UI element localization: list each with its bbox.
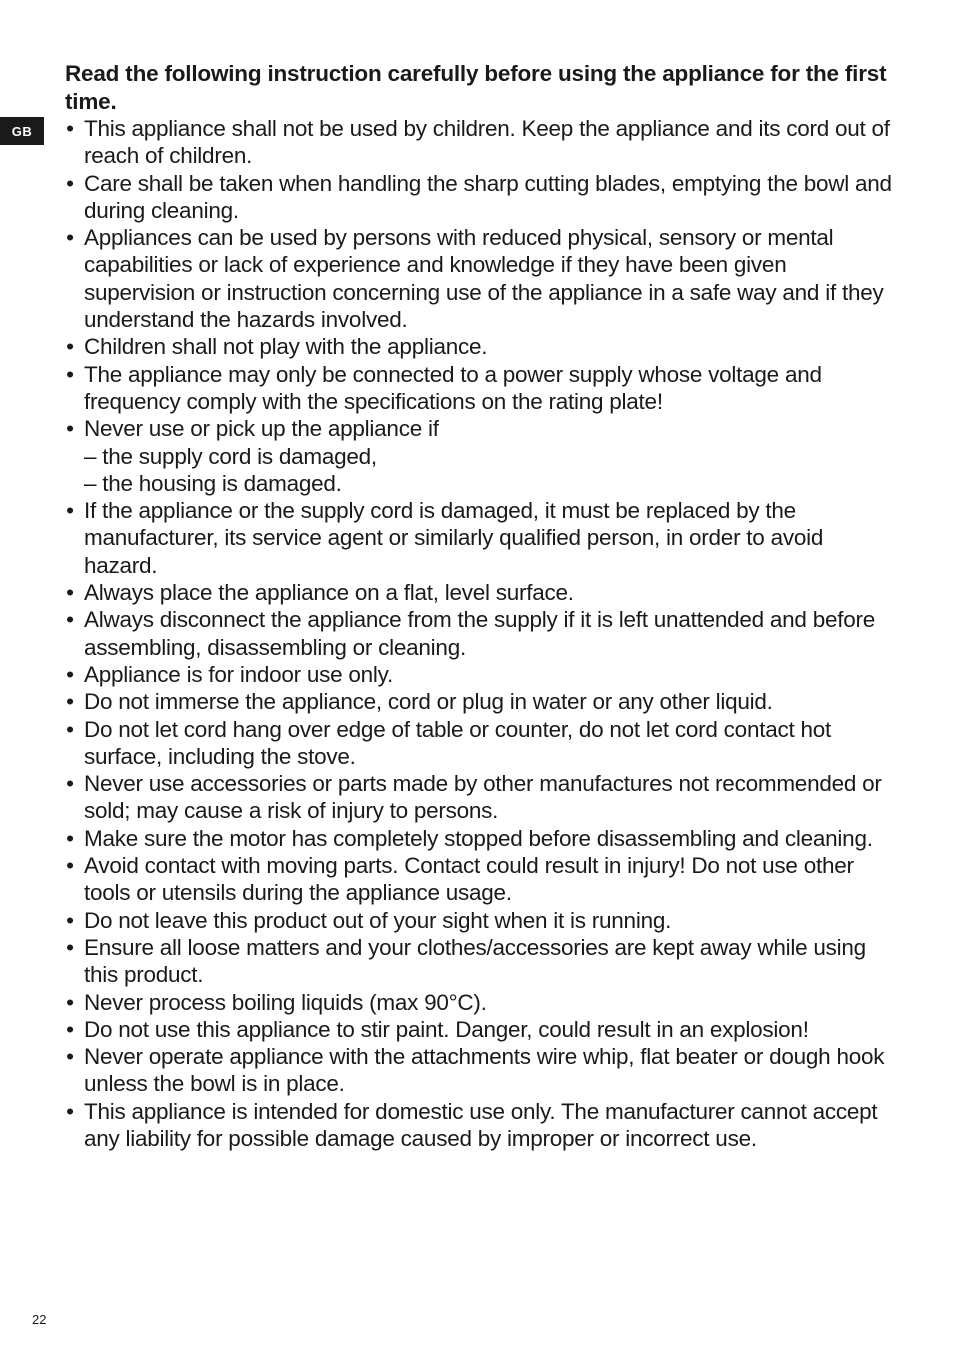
list-item bbox=[64, 852, 894, 907]
list-item-text: Never operate appliance with the attachments wire whip, flat beater or dough hook unless the bowl is in place. bbox=[84, 1044, 885, 1097]
list-item-text: Never process boiling liquids (max 90°C). bbox=[84, 989, 487, 1015]
bullet-icon: • bbox=[66, 934, 74, 960]
list-item-text: Do not immerse the appliance, cord or plug in water or any other liquid. bbox=[84, 689, 773, 715]
list-item bbox=[64, 170, 894, 225]
list-item-text: Appliance is for indoor use only. bbox=[84, 661, 394, 687]
list-item bbox=[64, 1098, 894, 1153]
page-number: 22 bbox=[32, 1312, 47, 1327]
list-item-text: Never use accessories or parts made by other manufactures not recommended or sold; may cause a risk of injury to persons. bbox=[84, 771, 882, 824]
instructions-section bbox=[64, 60, 894, 1152]
list-item-text: Do not leave this product out of your sight when it is running. bbox=[84, 907, 672, 933]
list-item bbox=[64, 333, 894, 360]
list-item bbox=[64, 661, 894, 688]
bullet-icon: • bbox=[66, 1016, 74, 1042]
bullet-icon: • bbox=[66, 771, 74, 797]
bullet-icon: • bbox=[66, 989, 74, 1015]
bullet-icon: • bbox=[66, 361, 74, 387]
list-item bbox=[64, 688, 894, 715]
list-item bbox=[64, 1016, 894, 1043]
safety-instructions-list bbox=[64, 115, 894, 1152]
list-item bbox=[64, 579, 894, 606]
bullet-icon: • bbox=[66, 334, 74, 360]
bullet-icon: • bbox=[66, 116, 74, 141]
list-item-text: Appliances can be used by persons with reduced physical, sensory or mental capabilities or lack of experience and knowledge if they have been given supervision or instruction concerning use of the appliance in a safe way and if they understand the hazards involved. bbox=[84, 225, 884, 333]
list-item-text: Care shall be taken when handling the sharp cutting blades, emptying the bowl and during cleaning. bbox=[84, 170, 892, 223]
list-item bbox=[64, 606, 894, 661]
bullet-icon: • bbox=[66, 170, 74, 196]
language-tab: GB bbox=[0, 117, 44, 145]
list-item bbox=[64, 716, 894, 771]
list-item-text: Always place the appliance on a flat, level surface. bbox=[84, 580, 574, 606]
bullet-icon: • bbox=[66, 661, 74, 687]
bullet-icon: • bbox=[66, 580, 74, 606]
bullet-icon: • bbox=[66, 689, 74, 715]
list-item-text: This appliance shall not be used by children. Keep the appliance and its cord out of reach of children. bbox=[84, 116, 890, 169]
list-item bbox=[64, 497, 894, 579]
list-item bbox=[64, 415, 894, 497]
bullet-icon: • bbox=[66, 225, 74, 251]
list-sub-item: – the housing is damaged. bbox=[84, 470, 342, 496]
list-item-text: Do not use this appliance to stir paint. Danger, could result in an explosion! bbox=[84, 1016, 809, 1042]
bullet-icon: • bbox=[66, 853, 74, 879]
list-item-text: Never use or pick up the appliance if bbox=[84, 416, 439, 442]
section-heading: Read the following instruction carefully before using the appliance for the first time. bbox=[65, 61, 887, 114]
bullet-icon: • bbox=[66, 825, 74, 851]
list-item-text: Avoid contact with moving parts. Contact could result in injury! Do not use other tools or utensils during the appliance usage. bbox=[84, 853, 854, 906]
list-item bbox=[64, 907, 894, 934]
list-item bbox=[64, 1043, 894, 1098]
list-item-text: The appliance may only be connected to a power supply whose voltage and frequency comply with the specifications on the rating plate! bbox=[84, 361, 822, 414]
list-item-text: If the appliance or the supply cord is damaged, it must be replaced by the manufacturer, its service agent or similarly qualified person, in order to avoid hazard. bbox=[84, 498, 824, 578]
bullet-icon: • bbox=[66, 416, 74, 442]
bullet-icon: • bbox=[66, 607, 74, 633]
list-item-text: Children shall not play with the appliance. bbox=[84, 334, 488, 360]
bullet-icon: • bbox=[66, 1044, 74, 1070]
bullet-icon: • bbox=[66, 1098, 74, 1124]
list-item bbox=[64, 115, 894, 170]
list-sub-item: – the supply cord is damaged, bbox=[84, 443, 377, 469]
list-item bbox=[64, 989, 894, 1016]
list-item bbox=[64, 825, 894, 852]
list-item bbox=[64, 934, 894, 989]
list-item-text: This appliance is intended for domestic use only. The manufacturer cannot accept any liability for possible damage caused by improper or incorrect use. bbox=[84, 1098, 878, 1151]
list-item-text: Ensure all loose matters and your clothes/accessories are kept away while using this product. bbox=[84, 934, 866, 988]
list-item bbox=[64, 770, 894, 825]
list-item bbox=[64, 224, 894, 333]
list-item-text: Always disconnect the appliance from the supply if it is left unattended and before assembling, disassembling or cleaning. bbox=[84, 607, 875, 660]
bullet-icon: • bbox=[66, 907, 74, 933]
bullet-icon: • bbox=[66, 498, 74, 524]
list-item bbox=[64, 361, 894, 416]
bullet-icon: • bbox=[66, 716, 74, 742]
list-item-text: Make sure the motor has completely stopped before disassembling and cleaning. bbox=[84, 825, 873, 851]
list-item-text: Do not let cord hang over edge of table or counter, do not let cord contact hot surface, including the stove. bbox=[84, 716, 831, 769]
